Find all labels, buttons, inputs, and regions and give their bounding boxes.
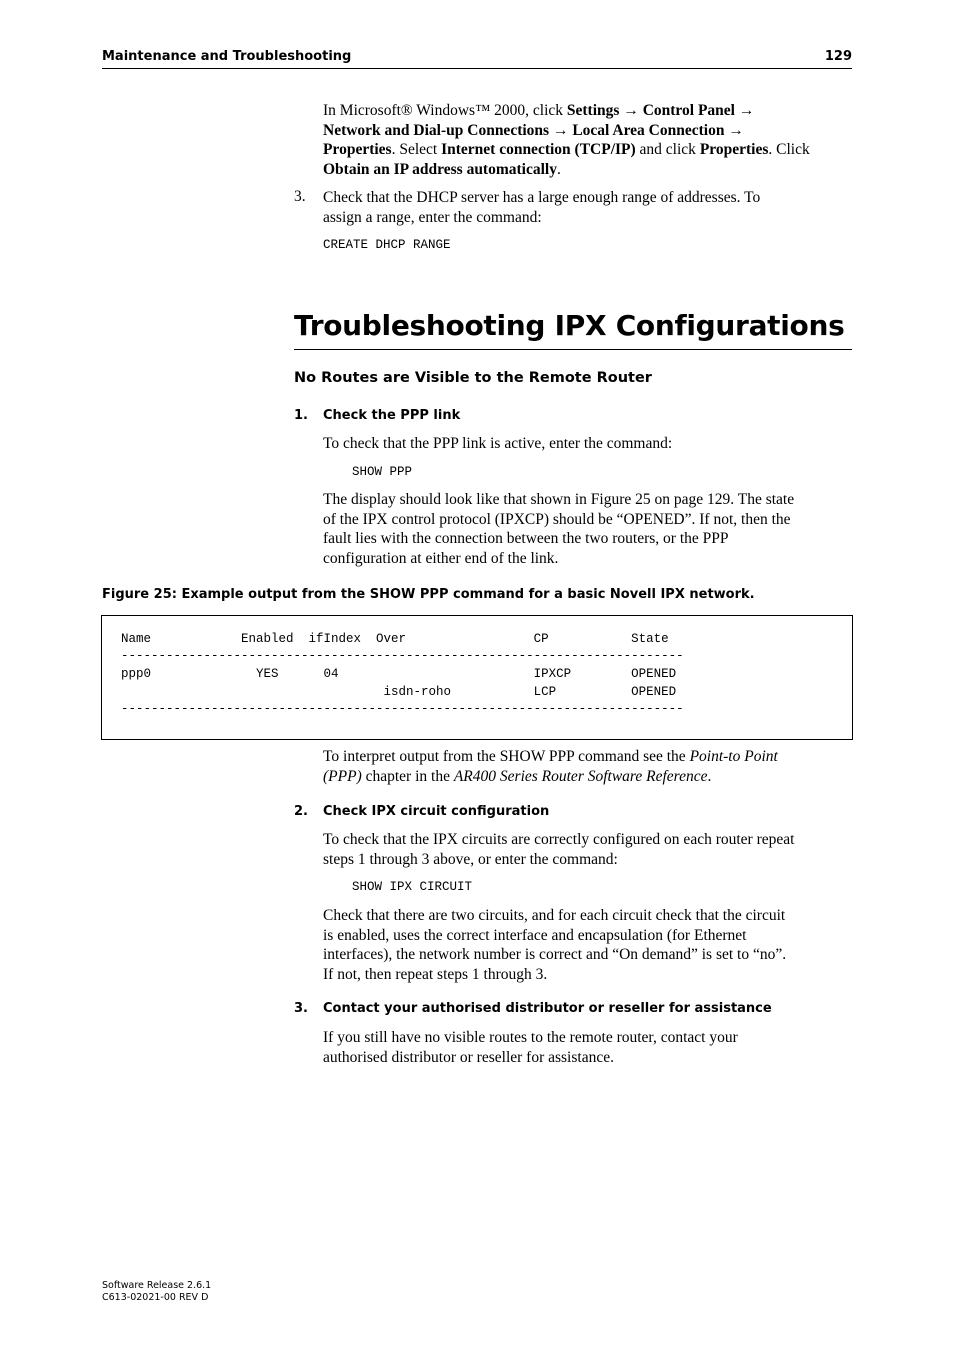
control-panel-term: Control Panel: [642, 102, 735, 119]
step-number: 1.: [294, 408, 308, 423]
ppp-explanation: The display should look like that shown in Figure 25 on page 129. The state of the IPX control protocol (IPXCP) should be “OPENED”. If not, then the fault lies with the connection between the two routers, or the PPP configuration at either end of the link.: [323, 491, 795, 567]
step-text: If you still have no visible routes to the remote router, contact your authorised distributor or reseller for assistance.: [323, 1029, 738, 1066]
step-text: To check that the PPP link is active, enter the command:: [323, 435, 673, 452]
step-text: To check that the IPX circuits are correctly configured on each router repeat steps 1 through 3 above, or enter the command:: [323, 831, 795, 868]
software-reference-title: AR400 Series Router Software Reference: [453, 767, 708, 785]
step-number: 3.: [294, 1001, 308, 1016]
footer-doc-id: C613-02021-00 REV D: [102, 1292, 209, 1303]
section-title: Troubleshooting IPX Configurations: [294, 309, 845, 342]
properties-term: Properties: [699, 141, 769, 158]
figure-line: ---------------------------------------------------------------------------: [121, 702, 684, 716]
figure-line: ppp0 YES 04 IPXCP OPENED: [121, 667, 677, 681]
tcpip-term: Internet connection (TCP/IP): [441, 141, 636, 158]
footer-release: Software Release 2.6.1: [102, 1280, 212, 1291]
step-title: Check IPX circuit configuration: [323, 804, 550, 819]
obtain-ip-term: Obtain an IP address automatically: [323, 160, 557, 178]
windows-instructions: In Microsoft® Windows™ 2000, click Settings → Control Panel → Network and Dial-up Connections → Local Area Connection → Properties. Select Internet connection (TCP/IP) and click Properties. Click Obtain an IP address automatically.: [323, 102, 810, 178]
subsection-title: No Routes are Visible to the Remote Router: [294, 370, 652, 386]
figure-line: isdn-roho LCP OPENED: [121, 685, 677, 699]
interpret-paragraph: To interpret output from the SHOW PPP command see the Point-to Point (PPP) chapter in the AR400 Series Router Software Reference.: [323, 748, 778, 785]
step-title: Check the PPP link: [323, 408, 461, 423]
arrow-icon: →: [623, 102, 639, 119]
section-rule: [294, 349, 852, 350]
running-header-section: Maintenance and Troubleshooting: [102, 49, 352, 64]
arrow-icon: →: [552, 121, 569, 139]
network-dialup-term: Network and Dial-up Connections: [323, 121, 550, 139]
figure-caption: Figure 25: Example output from the SHOW PPP command for a basic Novell IPX network.: [102, 587, 755, 602]
arrow-icon: →: [738, 102, 755, 119]
command-show-ppp: SHOW PPP: [352, 465, 413, 479]
figure-line: Name Enabled ifIndex Over CP State: [121, 632, 669, 646]
ppp-chapter-reference: (PPP): [323, 767, 362, 785]
command-show-ipx-circuit: SHOW IPX CIRCUIT: [352, 880, 473, 894]
arrow-icon: →: [728, 121, 744, 139]
properties-term: Properties: [323, 141, 392, 158]
local-area-term: Local Area Connection: [572, 121, 725, 139]
header-rule: [102, 68, 852, 69]
settings-term: Settings: [566, 102, 620, 119]
page-number: 129: [824, 49, 852, 64]
figure-line: ---------------------------------------------------------------------------: [121, 649, 684, 663]
command-create-dhcp-range: CREATE DHCP RANGE: [323, 238, 451, 252]
step-title: Contact your authorised distributor or reseller for assistance: [323, 1001, 772, 1016]
ipx-circuit-explanation: Check that there are two circuits, and for each circuit check that the circuit is enabled, uses the correct interface and encapsulation (for Ethernet interfaces), the network number is correct and “On demand” is set to “no”. If not, then repeat steps 1 through 3.: [323, 907, 787, 983]
dhcp-instructions: Check that the DHCP server has a large enough range of addresses. To assign a range, enter the command:: [323, 189, 761, 226]
step-number: 2.: [294, 804, 308, 819]
step-number: 3.: [294, 188, 306, 205]
ppp-chapter-reference: Point-to Point: [689, 748, 778, 765]
